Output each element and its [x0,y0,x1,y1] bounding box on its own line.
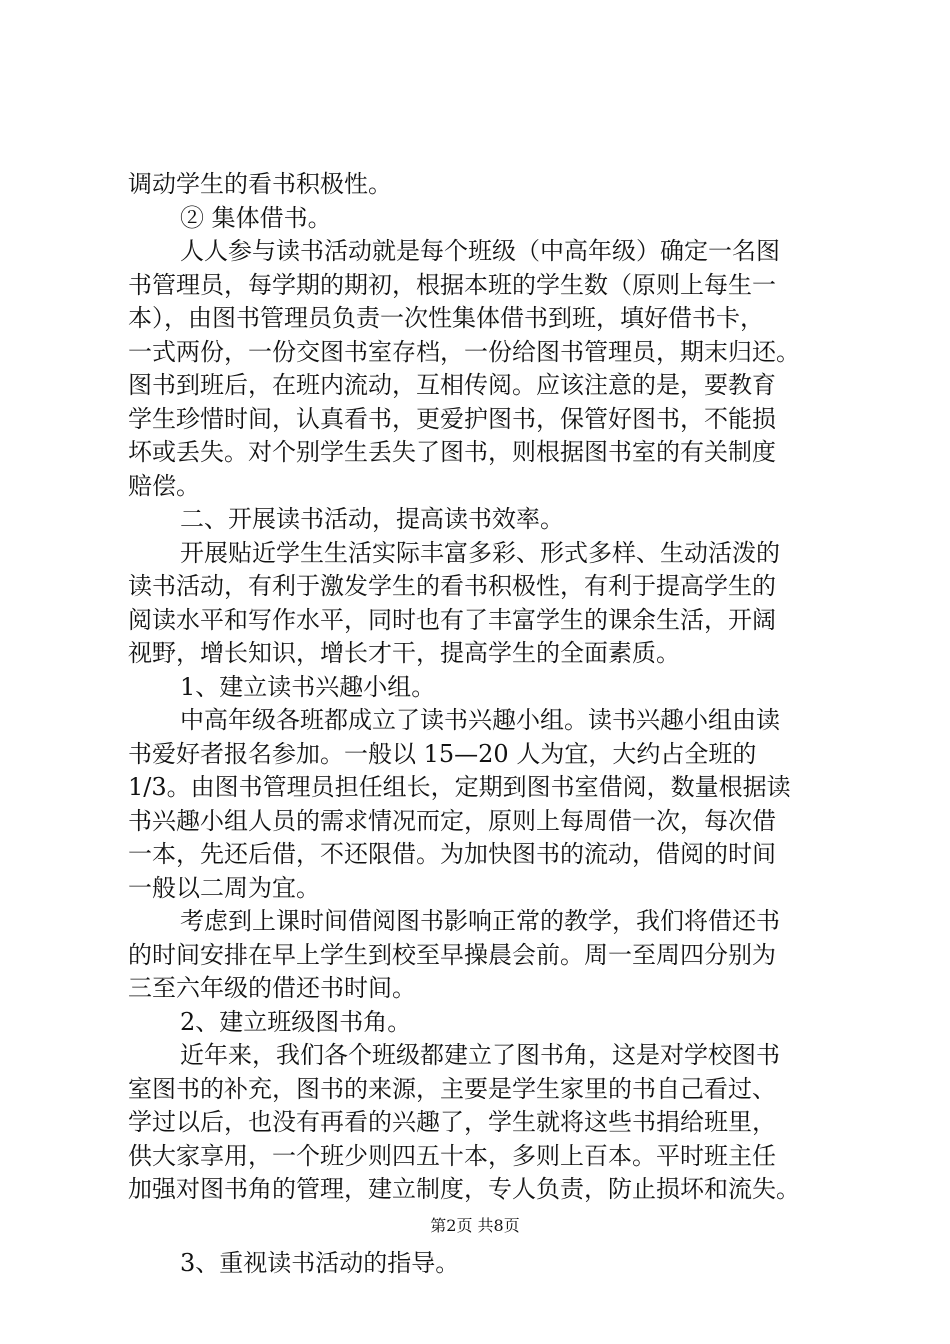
paragraph-line: 学过以后，也没有再看的兴趣了，学生就将这些书捐给班里， [128,1108,776,1136]
paragraph-line: 书管理员，每学期的期初，根据本班的学生数（原则上每生一 [128,270,776,299]
section-heading: 二、开展读书活动，提高读书效率。 [180,505,564,533]
paragraph-line: 近年来，我们各个班级都建立了图书角，这是对学校图书 [180,1041,780,1069]
section-heading: 1、建立读书兴趣小组。 [180,672,436,701]
section-heading: ② 集体借书。 [180,203,332,232]
paragraph-line: 中高年级各班都成立了读书兴趣小组。读书兴趣小组由读 [180,706,780,734]
document-body [128,168,838,1280]
paragraph-line: 的时间安排在早上学生到校至早操晨会前。周一至周四分别为 [128,940,776,969]
paragraph-line: 视野，增长知识，增长才干，提高学生的全面素质。 [128,639,680,667]
section-heading: 3、重视读书活动的指导。 [180,1248,460,1277]
paragraph-line: 考虑到上课时间借阅图书影响正常的教学，我们将借还书 [180,907,780,935]
paragraph-line: 坏或丢失。对个别学生丢失了图书，则根据图书室的有关制度 [128,438,776,466]
paragraph-line: 调动学生的看书积极性。 [128,170,392,198]
paragraph-line: 供大家享用，一个班少则四五十本，多则上百本。平时班主任 [128,1141,776,1170]
paragraph-line: 书爱好者报名参加。一般以 15—20 人为宜，大约占全班的 [128,739,757,768]
paragraph-line: 一本，先还后借，不还限借。为加快图书的流动，借阅的时间 [128,840,776,868]
paragraph-line: 读书活动，有利于激发学生的看书积极性，有利于提高学生的 [128,572,776,600]
page-number-footer: 第2页 共8页 [430,1216,520,1235]
paragraph-line: 本），由图书管理员负责一次性集体借书到班，填好借书卡， [128,304,764,332]
paragraph-line: 阅读水平和写作水平，同时也有了丰富学生的课余生活，开阔 [128,605,776,634]
paragraph-line: 书兴趣小组人员的需求情况而定，原则上每周借一次，每次借 [128,806,776,835]
paragraph-line: 室图书的补充，图书的来源，主要是学生家里的书自己看过、 [128,1074,776,1103]
paragraph-line: 一般以二周为宜。 [128,873,320,902]
paragraph-line: 三至六年级的借还书时间。 [128,974,416,1002]
paragraph-line: 1/3。由图书管理员担任组长，定期到图书室借阅，数量根据读 [128,773,791,801]
paragraph-line: 图书到班后，在班内流动，互相传阅。应该注意的是，要教育 [128,371,776,399]
paragraph-line: 人人参与读书活动就是每个班级（中高年级）确定一名图 [180,237,780,265]
paragraph-line: 加强对图书角的管理，建立制度，专人负责，防止损坏和流失。 [128,1175,800,1203]
section-heading: 2、建立班级图书角。 [180,1007,412,1036]
paragraph-line: 赔偿。 [128,471,200,500]
paragraph-line: 一式两份，一份交图书室存档，一份给图书管理员，期末归还。 [128,337,800,366]
paragraph-line: 开展贴近学生生活实际丰富多彩、形式多样、生动活泼的 [180,538,780,567]
paragraph-line: 学生珍惜时间，认真看书，更爱护图书，保管好图书，不能损 [128,404,776,433]
